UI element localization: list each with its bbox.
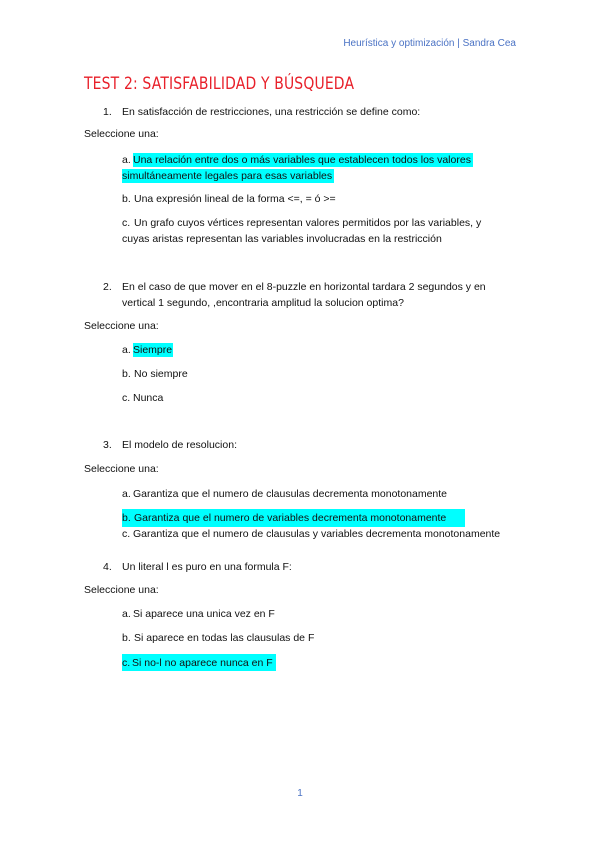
- question-text: El modelo de resolucion:: [122, 439, 237, 451]
- option-letter: a.: [122, 608, 131, 620]
- select-label: Seleccione una:: [84, 128, 159, 140]
- option-text: Garantiza que el numero de variables decrementa monotonamente: [134, 512, 447, 524]
- option-text: Si aparece una unica vez en F: [133, 608, 275, 620]
- option-text: cuyas aristas representan las variables involucradas en la restricción: [122, 233, 442, 245]
- question-text: Un literal l es puro en una formula F:: [122, 561, 292, 573]
- select-label: Seleccione una:: [84, 320, 159, 332]
- option-text: Una relación entre dos o más variables que establecen todos los valores: [133, 154, 471, 166]
- option-text: Nunca: [133, 392, 164, 404]
- question-text: En el caso de que mover en el 8-puzzle en horizontal tardara 2 segundos y en: [122, 281, 486, 293]
- option-text: Siempre: [133, 344, 173, 356]
- question-text: vertical 1 segundo, ,encontraria amplitud la solucion optima?: [122, 297, 404, 309]
- option-letter: c.: [122, 217, 131, 229]
- question-number: 3.: [103, 439, 112, 451]
- option-letter: a.: [122, 488, 131, 500]
- question-number: 2.: [103, 281, 112, 293]
- option-text: Una expresión lineal de la forma <=, = ó >=: [134, 193, 336, 205]
- option-4c[interactable]: [122, 654, 276, 671]
- option-letter: a.: [122, 154, 131, 166]
- option-letter: c.: [122, 657, 131, 669]
- option-text: Un grafo cuyos vértices representan valores permitidos por las variables, y: [134, 217, 482, 229]
- select-label: Seleccione una:: [84, 584, 159, 596]
- option-text: No siempre: [134, 368, 188, 380]
- option-letter: c.: [122, 392, 131, 404]
- page-title: TEST 2: SATISFABILIDAD Y BÚSQUEDA: [84, 74, 355, 94]
- option-letter: b.: [122, 512, 131, 524]
- option-text: Si aparece en todas las clausulas de F: [134, 632, 315, 644]
- option-text: Garantiza que el numero de clausulas decrementa monotonamente: [133, 488, 448, 500]
- option-text: Si no-l no aparece nunca en F: [132, 657, 273, 669]
- option-text: simultáneamente legales para esas variables: [122, 170, 333, 182]
- page-number: 1: [297, 788, 303, 799]
- option-letter: a.: [122, 344, 131, 356]
- option-3b[interactable]: [122, 509, 465, 527]
- page-header: Heurística y optimización | Sandra Cea: [343, 38, 516, 49]
- question-text: En satisfacción de restricciones, una restricción se define como:: [122, 106, 421, 118]
- question-number: 4.: [103, 561, 112, 573]
- question-number: 1.: [103, 106, 112, 118]
- select-label: Seleccione una:: [84, 463, 159, 475]
- option-letter: c.: [122, 528, 131, 540]
- option-text: Garantiza que el numero de clausulas y variables decrementa monotonamente: [133, 528, 501, 540]
- option-letter: b.: [122, 632, 131, 644]
- option-letter: b.: [122, 368, 131, 380]
- option-letter: b.: [122, 193, 131, 205]
